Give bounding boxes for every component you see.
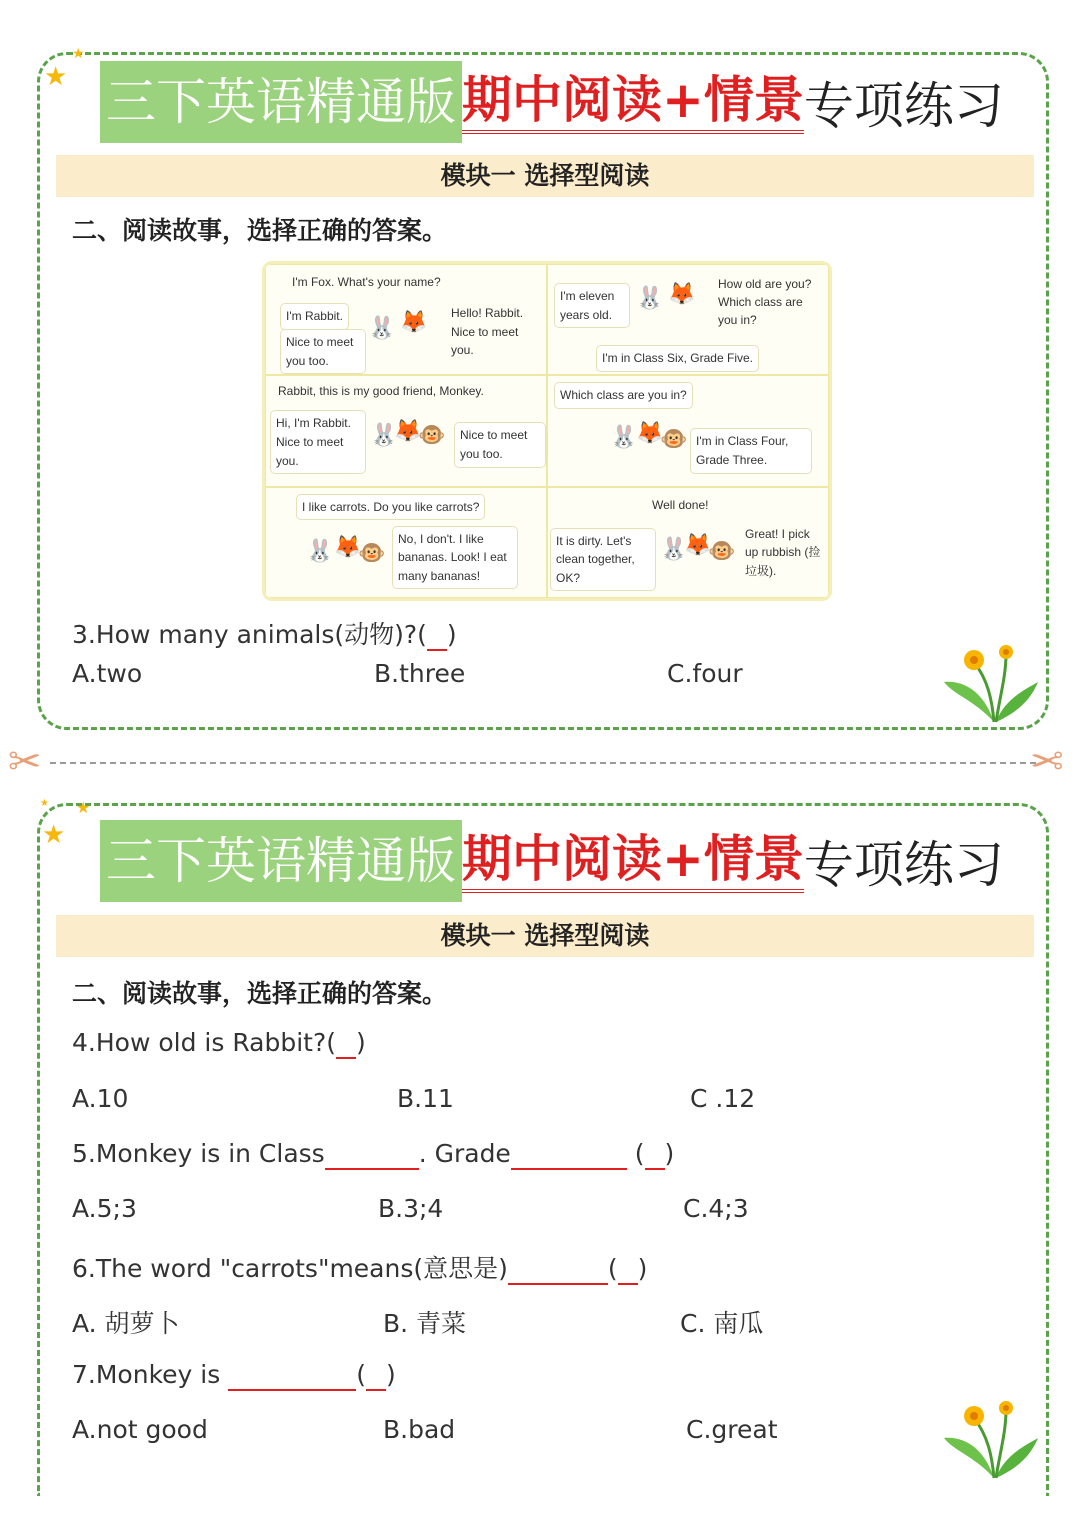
- speech-bubble: Nice to meet you too.: [454, 422, 546, 467]
- star-icon: ★: [40, 798, 49, 809]
- option-a[interactable]: A.10: [72, 1084, 129, 1113]
- question-6: 6.The word "carrots"means(意思是) ( ): [72, 1254, 648, 1283]
- speech-bubble: No, I don't. I like bananas. Look! I eat many bananas!: [392, 526, 518, 590]
- answer-blank[interactable]: [336, 1028, 356, 1059]
- answer-blank[interactable]: [427, 620, 447, 651]
- option-c[interactable]: C.great: [686, 1415, 778, 1444]
- rabbit-icon: 🐰: [660, 535, 688, 561]
- title-dark-part: 专项练习: [803, 836, 1004, 894]
- comic-panel-2: [547, 264, 829, 375]
- module-bar: 模块一 选择型阅读: [56, 915, 1034, 957]
- page-title: [100, 820, 1004, 902]
- fox-icon: 🦊: [394, 418, 422, 444]
- title-red-part: 期中阅读+情景: [462, 70, 804, 134]
- speech-bubble: Great! I pick up rubbish (捡垃圾).: [745, 526, 821, 578]
- speech-bubble: Hello! Rabbit. Nice to meet you.: [451, 306, 524, 358]
- comic-panel-3: [265, 375, 547, 486]
- comic-panel-6: [547, 487, 829, 598]
- option-a[interactable]: A.two: [72, 659, 143, 688]
- scissor-icon: ✂: [8, 739, 42, 785]
- option-b[interactable]: B.11: [397, 1084, 454, 1113]
- comic-text: I'm Fox. What's your name?: [292, 275, 441, 289]
- speech-bubble: Which class are you in?: [554, 382, 693, 409]
- answer-blank[interactable]: [228, 1360, 356, 1391]
- option-b[interactable]: B.bad: [383, 1415, 456, 1444]
- star-icon: ★: [76, 798, 91, 817]
- option-c[interactable]: C.4;3: [683, 1194, 749, 1223]
- monkey-icon: 🐵: [660, 426, 688, 452]
- page-title: [100, 61, 1004, 143]
- rabbit-icon: 🐰: [636, 285, 664, 310]
- speech-bubble: Hi, I'm Rabbit. Nice to meet you.: [270, 410, 366, 474]
- fox-icon: 🦊: [334, 533, 362, 559]
- option-c[interactable]: C. 南瓜: [680, 1309, 764, 1338]
- module-bar: 模块一 选择型阅读: [56, 155, 1034, 197]
- answer-blank[interactable]: [366, 1360, 386, 1391]
- fox-icon: 🦊: [636, 420, 664, 446]
- title-highlight: 三下英语精通版: [100, 820, 462, 902]
- answer-blank[interactable]: [618, 1254, 638, 1285]
- flower-icon: [944, 640, 1040, 724]
- rabbit-icon: 🐰: [368, 315, 396, 340]
- monkey-icon: 🐵: [418, 422, 446, 448]
- option-b[interactable]: B.3;4: [378, 1194, 444, 1223]
- speech-bubble: I'm Rabbit.: [280, 303, 349, 330]
- option-c[interactable]: C.four: [667, 659, 743, 688]
- option-b[interactable]: B.three: [374, 659, 466, 688]
- title-red-part: 期中阅读+情景: [462, 829, 804, 893]
- option-a[interactable]: A.5;3: [72, 1194, 137, 1223]
- speech-bubble: It is dirty. Let's clean together, OK?: [550, 528, 656, 592]
- title-dark-part: 专项练习: [803, 77, 1004, 135]
- title-highlight: 三下英语精通版: [100, 61, 462, 143]
- speech-bubble: I'm eleven years old.: [554, 283, 630, 328]
- rabbit-icon: 🐰: [306, 537, 334, 563]
- worksheet-card-2: [37, 803, 1049, 1496]
- fox-icon: 🦊: [684, 531, 712, 557]
- speech-bubble: I'm in Class Six, Grade Five.: [596, 345, 759, 372]
- option-b[interactable]: B. 青菜: [383, 1309, 467, 1338]
- flower-icon: [944, 1396, 1040, 1480]
- answer-blank[interactable]: [325, 1139, 419, 1170]
- option-a[interactable]: A. 胡萝卜: [72, 1309, 180, 1338]
- speech-bubble: How old are you? Which class are you in?: [718, 277, 812, 327]
- comic-text: Rabbit, this is my good friend, Monkey.: [278, 384, 484, 399]
- star-icon: ★: [44, 62, 68, 92]
- speech-bubble: I'm in Class Four, Grade Three.: [690, 428, 812, 473]
- question-5: 5.Monkey is in Class . Grade ( ): [72, 1139, 675, 1168]
- answer-blank[interactable]: [645, 1139, 665, 1170]
- rabbit-icon: 🐰: [610, 424, 638, 450]
- option-c[interactable]: C .12: [690, 1084, 756, 1113]
- fox-icon: 🦊: [400, 309, 428, 334]
- star-icon: ★: [72, 46, 85, 62]
- comic-text: Well done!: [652, 497, 709, 512]
- question-3: 3.How many animals(动物)?( ): [72, 620, 457, 649]
- option-a[interactable]: A.not good: [72, 1415, 208, 1444]
- instruction: 二、阅读故事，选择正确的答案。: [72, 979, 448, 1008]
- instruction: 二、阅读故事，选择正确的答案。: [72, 216, 448, 245]
- monkey-icon: 🐵: [708, 537, 736, 563]
- fox-icon: 🦊: [668, 281, 696, 306]
- answer-blank[interactable]: [508, 1254, 608, 1285]
- cut-line: [50, 762, 1036, 764]
- monkey-icon: 🐵: [358, 539, 386, 565]
- scissor-icon: ✂: [1030, 739, 1064, 785]
- worksheet-card-1: [37, 52, 1049, 730]
- question-4: 4.How old is Rabbit?( ): [72, 1028, 366, 1057]
- star-icon: ★: [42, 820, 66, 850]
- answer-blank[interactable]: [511, 1139, 627, 1170]
- speech-bubble: Nice to meet you too.: [280, 329, 366, 374]
- rabbit-icon: 🐰: [370, 422, 398, 448]
- question-7: 7.Monkey is ( ): [72, 1360, 396, 1389]
- speech-bubble: I like carrots. Do you like carrots?: [296, 494, 485, 521]
- comic-strip: [262, 261, 832, 601]
- comic-panel-5: [265, 487, 547, 598]
- comic-panel-1: [265, 264, 547, 375]
- comic-panel-4: [547, 375, 829, 486]
